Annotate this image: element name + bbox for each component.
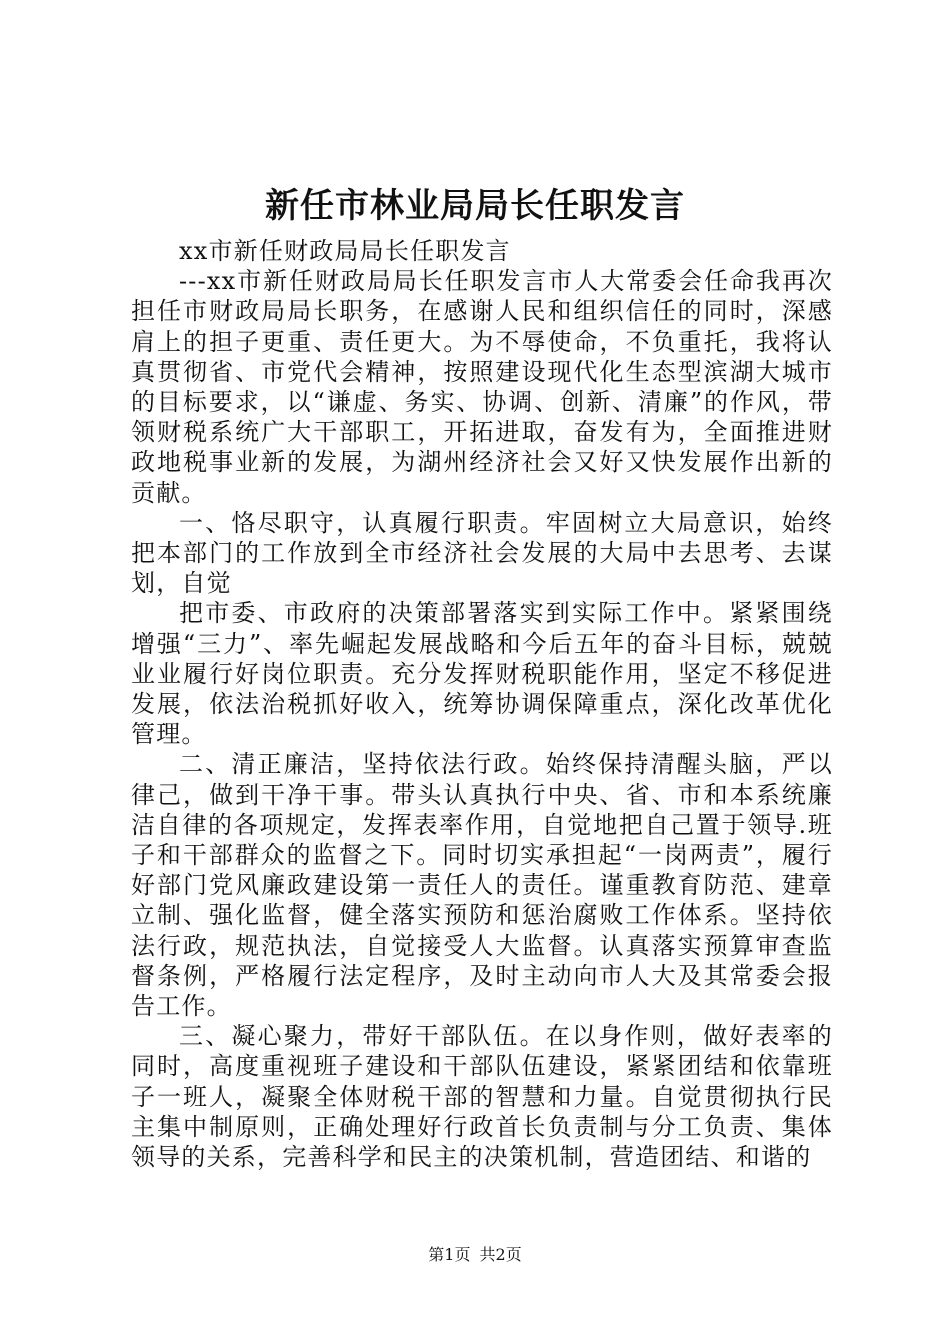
page-total: 共2页 [479,1245,522,1264]
page-footer [0,1245,950,1265]
paragraph-section-2: 二、清正廉洁，坚持依法行政。始终保持清醒头脑，严以律己，做到干净干事。带头认真执行中央、省、市和本系统廉洁自律的各项规定，发挥表率作用，自觉地把自己置于领导.班子和干部群众的监督之下。同时切实承担起“一岗两责”，履行好部门党风廉政建设第一责任人的责任。谨重教育防范、建章立制、强化监督，健全落实预防和惩治腐败工作体系。坚持依法行政，规范执法，自觉接受人大监督。认真落实预算审查监督条例，严格履行法定程序，及时主动向市人大及其常委会报告工作。 [131,750,833,1021]
paragraph-section-1: 一、恪尽职守，认真履行职责。牢固树立大局意识，始终把本部门的工作放到全市经济社会发展的大局中去思考、去谋划，自觉 [131,508,833,598]
document-title: 新任市林业局局长任职发言 [265,186,685,226]
page-number: 第1页 [428,1245,471,1264]
paragraph-section-1-continued: 把市委、市政府的决策部署落实到实际工作中。紧紧围绕增强“三力”、率先崛起发展战略和今后五年的奋斗目标，兢兢业业履行好岗位职责。充分发挥财税职能作用，坚定不移促进发展，依法治税抓好收入，统筹协调保障重点，深化改革优化管理。 [131,599,833,749]
paragraph-subtitle: xx市新任财政局局长任职发言 [179,237,511,265]
paragraph-intro: ---xx市新任财政局局长任职发言市人大常委会任命我再次担任市财政局局长职务，在感谢人民和组织信任的同时，深感肩上的担子更重、责任更大。为不辱使命，不负重托，我将认真贯彻省、市党代会精神，按照建设现代化生态型滨湖大城市的目标要求，以“谦虚、务实、协调、创新、清廉”的作风，带领财税系统广大干部职工，开拓进取，奋发有为，全面推进财政地税事业新的发展，为湖州经济社会又好又快发展作出新的贡献。 [131,267,833,507]
paragraph-section-3: 三、凝心聚力，带好干部队伍。在以身作则，做好表率的同时，高度重视班子建设和干部队伍建设，紧紧团结和依靠班子一班人，凝聚全体财税干部的智慧和力量。自觉贯彻执行民主集中制原则，正确处理好行政首长负责制与分工负责、集体领导的关系，完善科学和民主的决策机制，营造团结、和谐的 [131,1022,833,1172]
document-body [131,236,833,1172]
